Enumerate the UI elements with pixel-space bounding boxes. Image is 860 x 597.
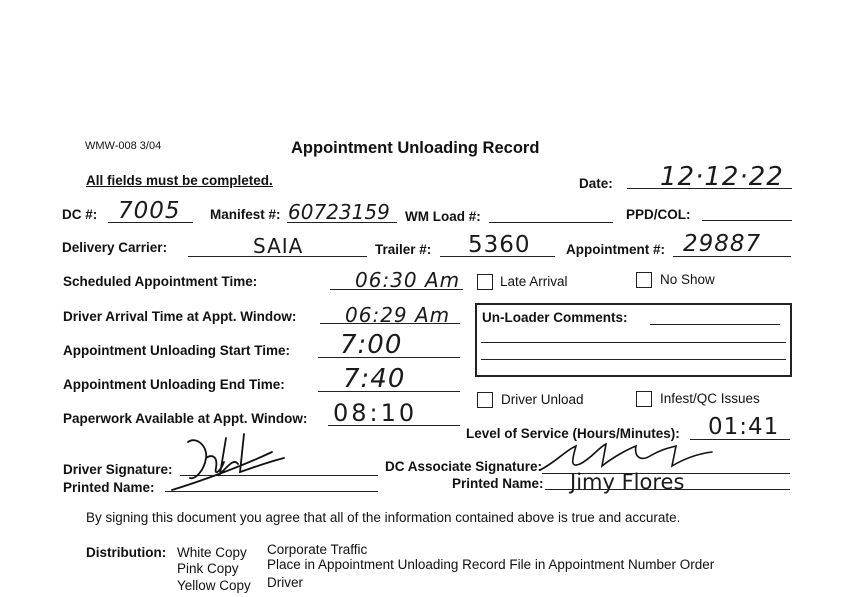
driver-signature-image[interactable] bbox=[168, 428, 298, 496]
comments-box[interactable] bbox=[475, 303, 792, 377]
comments-label: Un-Loader Comments: bbox=[482, 310, 628, 325]
page-title: Appointment Unloading Record bbox=[291, 139, 540, 157]
distribution-copy-pink: Pink Copy bbox=[177, 561, 239, 576]
dc-label: DC #: bbox=[62, 207, 98, 222]
distribution-label: Distribution: bbox=[86, 545, 167, 560]
appointment-label: Appointment #: bbox=[566, 242, 665, 257]
distribution-dest-white: Corporate Traffic bbox=[267, 542, 368, 557]
distribution-dest-yellow: Driver bbox=[267, 575, 303, 590]
unload-end-label: Appointment Unloading End Time: bbox=[63, 377, 285, 392]
comments-line-2 bbox=[481, 342, 786, 343]
carrier-field[interactable]: SAIA bbox=[253, 234, 304, 258]
distribution-copy-yellow: Yellow Copy bbox=[177, 578, 251, 593]
required-notice: All fields must be completed. bbox=[86, 173, 273, 188]
infest-checkbox[interactable] bbox=[636, 391, 652, 407]
scheduled-label: Scheduled Appointment Time: bbox=[63, 274, 258, 289]
ppd-col-field[interactable] bbox=[702, 220, 792, 221]
manifest-label: Manifest #: bbox=[210, 207, 281, 222]
scheduled-field[interactable]: 06:30 Am bbox=[355, 268, 461, 292]
late-arrival-label: Late Arrival bbox=[500, 274, 568, 289]
unload-end-field[interactable]: 7:40 bbox=[343, 364, 406, 394]
driver-signature-label: Driver Signature: bbox=[63, 462, 173, 477]
unload-start-field[interactable]: 7:00 bbox=[340, 330, 403, 360]
unload-start-label: Appointment Unloading Start Time: bbox=[63, 343, 290, 358]
driver-unload-checkbox[interactable] bbox=[477, 392, 493, 408]
driver-unload-label: Driver Unload bbox=[501, 392, 584, 407]
distribution-dest-pink: Place in Appointment Unloading Record File in Appointment Number Order bbox=[267, 557, 715, 572]
service-level-label: Level of Service (Hours/Minutes): bbox=[466, 426, 680, 441]
wm-load-label: WM Load #: bbox=[405, 209, 481, 224]
manifest-field[interactable]: 60723159 bbox=[288, 200, 390, 224]
comments-line-1 bbox=[650, 324, 780, 325]
no-show-label: No Show bbox=[660, 272, 715, 287]
associate-printed-field[interactable]: Jimy Flores bbox=[570, 470, 685, 494]
trailer-label: Trailer #: bbox=[375, 242, 432, 257]
service-level-field[interactable]: 01:41 bbox=[708, 414, 780, 440]
driver-printed-label: Printed Name: bbox=[63, 480, 155, 495]
trailer-field[interactable]: 5360 bbox=[468, 232, 531, 258]
date-field[interactable]: 12·12·22 bbox=[660, 162, 784, 192]
driver-arrival-label: Driver Arrival Time at Appt. Window: bbox=[63, 309, 297, 324]
date-label: Date: bbox=[579, 176, 613, 191]
distribution-copy-white: White Copy bbox=[177, 545, 247, 560]
associate-printed-label: Printed Name: bbox=[452, 476, 544, 491]
late-arrival-checkbox[interactable] bbox=[477, 274, 493, 290]
form-code: WMW-008 3/04 bbox=[85, 140, 162, 152]
paperwork-label: Paperwork Available at Appt. Window: bbox=[63, 411, 308, 426]
associate-signature-label: DC Associate Signature: bbox=[385, 459, 543, 474]
paperwork-field[interactable]: 08:10 bbox=[333, 399, 418, 427]
infest-label: Infest/QC Issues bbox=[660, 391, 760, 406]
ppd-col-label: PPD/COL: bbox=[626, 207, 691, 222]
carrier-label: Delivery Carrier: bbox=[62, 240, 168, 255]
comments-line-3 bbox=[481, 359, 786, 360]
no-show-checkbox[interactable] bbox=[636, 272, 652, 288]
driver-arrival-field[interactable]: 06:29 Am bbox=[345, 303, 451, 327]
agreement-text: By signing this document you agree that all of the information contained above is true and accurate. bbox=[86, 510, 681, 525]
wm-load-field[interactable] bbox=[489, 222, 613, 223]
dc-field[interactable]: 7005 bbox=[118, 198, 181, 224]
appointment-field[interactable]: 29887 bbox=[683, 231, 762, 257]
